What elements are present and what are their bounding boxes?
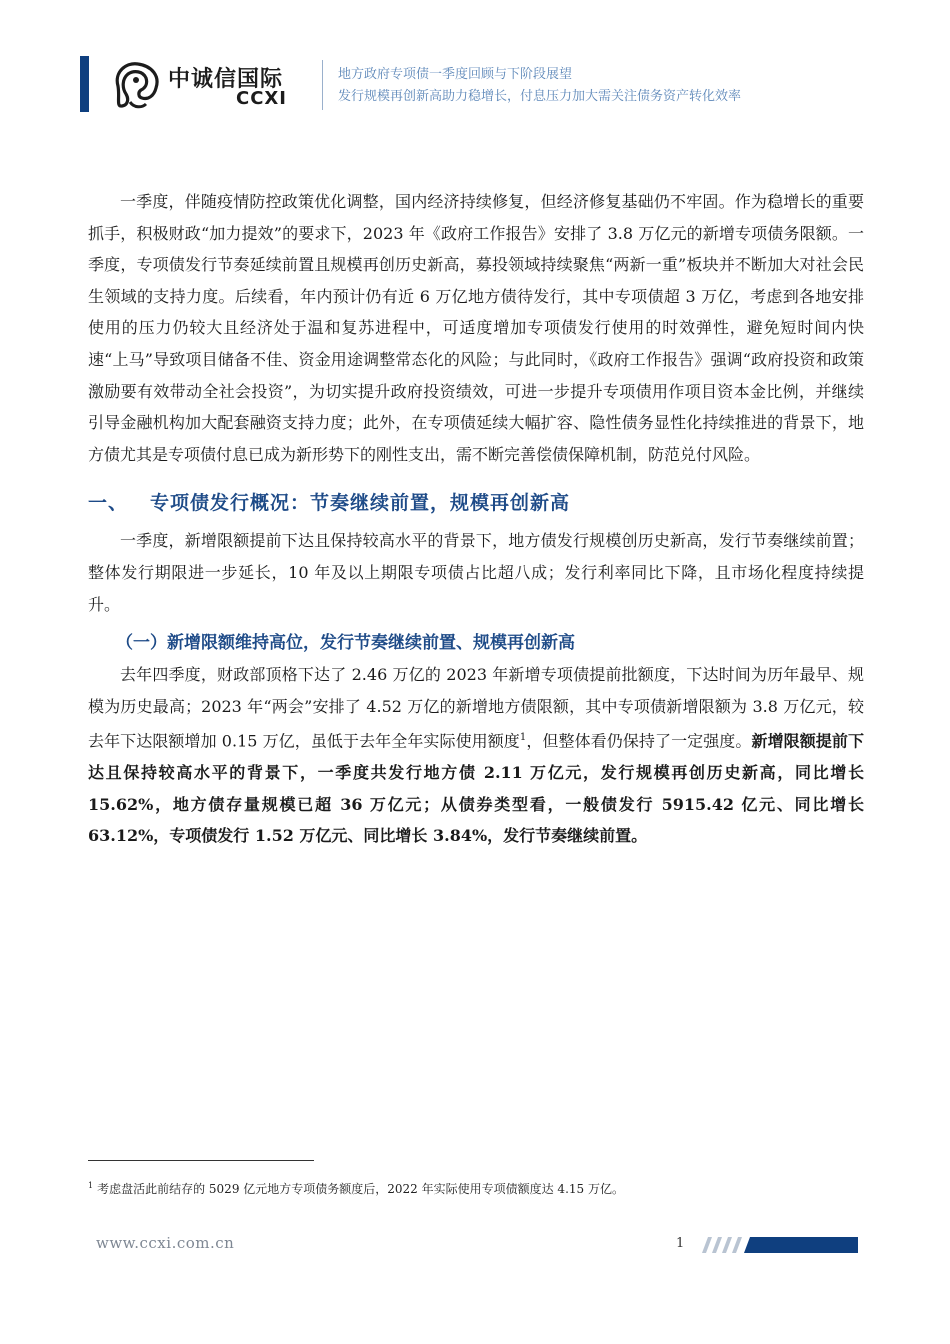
- subsection1-text-bold: 新增限额提前下达且保持较高水平的背景下，一季度共发行地方债 2.11 万亿元，发行规模再创历史新高，同比增长 15.62%，地方债存量规模已超 36 万亿元；从债券类型看，一般债发行 5915.42 亿元、同比增长 63.12%，专项债发行 1.52 万亿元、同比增长 3.84%，发行节奏继续前置。: [88, 731, 864, 846]
- subsection1-text-plain: 去年四季度，财政部顶格下达了 2.46 万亿的 2023 年新增专项债提前批额度，下达时间为历年最早、规模为历史最高；2023 年“两会”安排了 4.52 万亿的新增地方债限额，其中专项债新增限额为 3.8 万亿元，较去年下达限额增加 0.15 万亿，虽低于去年全年实际使用额度: [88, 665, 864, 751]
- subsection1-text-plain2: ，但整体看仍保持了一定强度。: [526, 731, 752, 751]
- logo-english-name: CCXI: [236, 88, 287, 109]
- report-body: [88, 186, 864, 852]
- logo-chinese-name: 中诚信国际: [168, 67, 284, 92]
- elephant-logo-icon: [108, 58, 166, 112]
- section-title: 专项债发行概况：节奏继续前置，规模再创新高: [150, 492, 571, 515]
- header-title-line1: 地方政府专项债一季度回顾与下阶段展望: [338, 67, 573, 82]
- subsection-heading-1: （一）新增限额维持高位，发行节奏继续前置、规模再创新高: [116, 633, 575, 654]
- footnote: [88, 1180, 624, 1197]
- intro-paragraph: 一季度，伴随疫情防控政策优化调整，国内经济持续修复，但经济修复基础仍不牢固。作为稳增长的重要抓手，积极财政“加力提效”的要求下，2023 年《政府工作报告》安排了 3.8 万亿元的新增专项债务限额。一季度，专项债发行节奏延续前置且规模再创历史新高，募投领域持续聚焦“两新一重”板块并不断加大对社会民生领域的支持力度。后续看，年内预计仍有近 6 万亿地方债待发行，其中专项债超 3 万亿，考虑到各地安排使用的压力仍较大且经济处于温和复苏进程中，可适度增加专项债发行使用的时效弹性，避免短时间内快速“上马”导致项目储备不佳、资金用途调整常态化的风险；与此同时，《政府工作报告》强调“政府投资和政策激励要有效带动全社会投资”，为切实提升政府投资绩效，可进一步提升专项债用作项目资本金比例，并继续引导金融机构加大配套融资支持力度；此外，在专项债延续大幅扩容、隐性债务显性化持续推进的背景下，地方债尤其是专项债付息已成为新形势下的刚性支出，需不断完善偿债保障机制，防范兑付风险。: [88, 192, 864, 464]
- header-divider: [322, 60, 323, 110]
- page-number: 1: [676, 1236, 685, 1251]
- section-number: 一、: [88, 492, 129, 515]
- footnote-reference[interactable]: 1: [519, 732, 527, 744]
- header-title-line2: 发行规模再创新高助力稳增长，付息压力加大需关注债务资产转化效率: [338, 89, 742, 104]
- ccxi-logo: [108, 58, 318, 112]
- subsection1-paragraph: [88, 659, 864, 852]
- header-accent-bar: [80, 56, 89, 112]
- section1-paragraph: 一季度，新增限额提前下达且保持较高水平的背景下，地方债发行规模创历史新高，发行节奏继续前置；整体发行期限进一步延长，10 年及以上期限专项债占比超八成；发行利率同比下降，且市场化程度持续提升。: [88, 531, 864, 614]
- footer-website-link[interactable]: www.ccxi.com.cn: [96, 1234, 235, 1252]
- footnote-mark: 1: [88, 1181, 94, 1190]
- report-header-title: [338, 64, 741, 108]
- section-heading-1: [88, 488, 864, 515]
- footnote-separator: [88, 1160, 314, 1161]
- footer-decoration-stripes: [696, 1237, 860, 1253]
- footnote-text: 考虑盘活此前结存的 5029 亿元地方专项债务额度后，2022 年实际使用专项债额度达 4.15 万亿。: [97, 1182, 624, 1196]
